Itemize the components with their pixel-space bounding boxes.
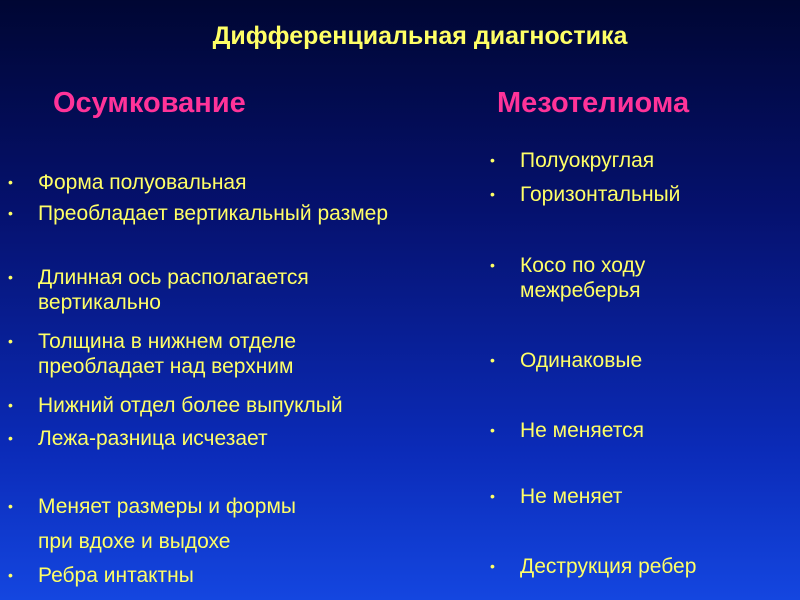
bullet-icon: • [8,567,13,583]
list-item-text: Толщина в нижнем отделе преобладает над верхним [38,330,296,378]
list-item [8,494,448,519]
bullet-icon: • [490,352,495,368]
bullet-icon: • [490,558,495,574]
list-item-text: Форма полуовальная [38,171,247,194]
list-item-text: Одинаковые [520,349,643,372]
heading-encapsulation: Осумкование [53,87,246,119]
list-item [8,563,448,588]
heading-mesothelioma: Мезотелиома [497,87,690,119]
bullet-icon: • [490,186,495,202]
list-item-text: Нижний отдел более выпуклый [38,394,343,417]
bullet-icon: • [8,397,13,413]
bullet-icon: • [8,498,13,514]
bullet-icon: • [490,257,495,273]
bullet-icon: • [8,205,13,221]
list-item-text: Ребра интактны [38,564,194,587]
list-item [490,148,790,173]
list-item-text: Полуокруглая [520,149,655,172]
list-item [490,484,790,509]
list-item [8,329,408,379]
list-item-text: Не меняется [520,419,645,442]
list-item [490,182,790,207]
list-item [490,253,720,303]
list-item-text: Лежа-разница исчезает [38,427,268,450]
bullet-icon: • [490,152,495,168]
list-item [8,265,408,315]
list-item-text: Деструкция ребер [520,555,697,578]
list-item [490,348,790,373]
bullet-icon: • [8,269,13,285]
list-item-text: Меняет размеры и формы [38,495,297,518]
list-item-text: Не меняет [520,485,623,508]
list-item-text: Длинная ось располагается вертикально [38,266,309,314]
list-item [8,426,448,451]
bullet-icon: • [490,488,495,504]
list-item [490,554,790,579]
bullet-icon: • [8,430,13,446]
list-item-text: Горизонтальный [520,183,681,206]
bullet-icon: • [490,422,495,438]
list-item [8,170,448,195]
list-item [8,393,448,418]
list-item-text: Преобладает вертикальный размер [38,202,389,225]
slide-title: Дифференциальная диагностика [212,22,628,50]
list-item-text: Косо по ходу межреберья [520,254,646,302]
bullet-icon: • [8,333,13,349]
list-item [8,529,448,554]
list-item [490,418,790,443]
list-item [8,201,408,226]
list-item-text: при вдохе и выдохе [38,530,231,553]
bullet-icon: • [8,174,13,190]
